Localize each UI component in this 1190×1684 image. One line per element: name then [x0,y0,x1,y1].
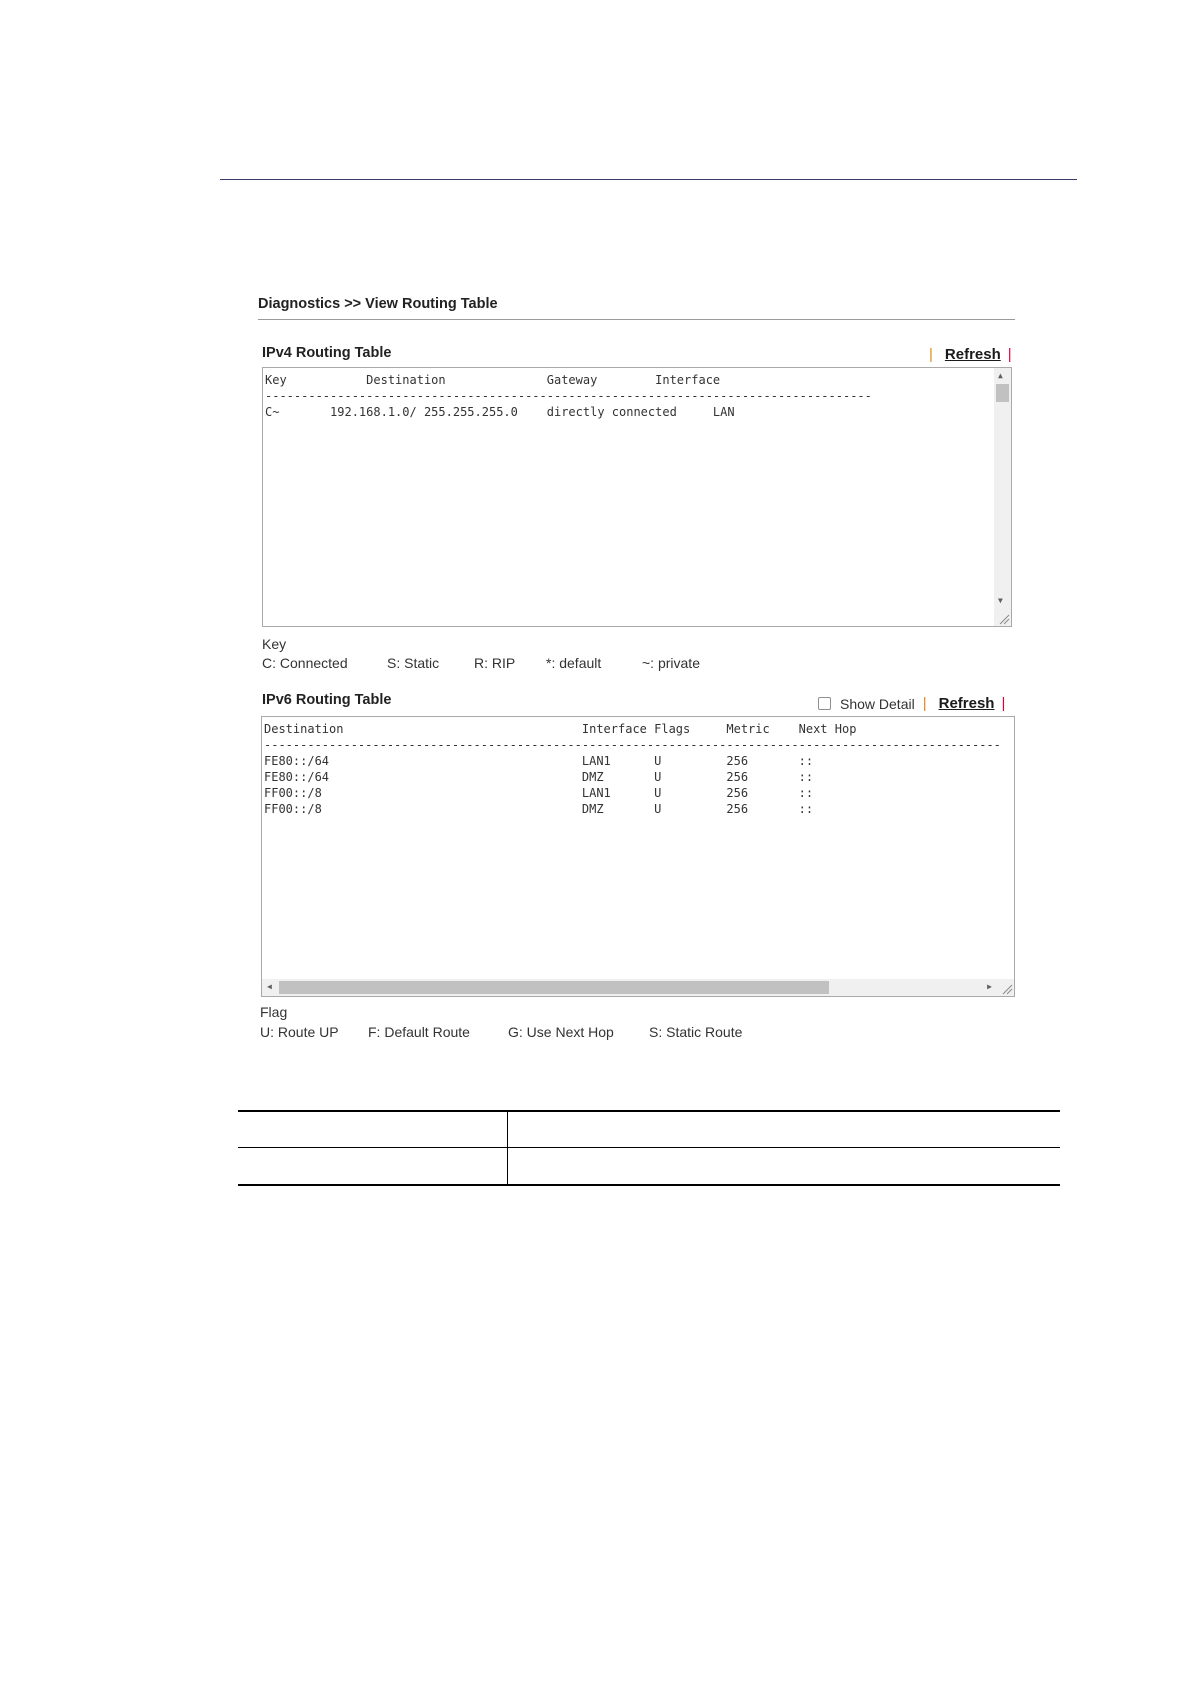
ipv4-scroll-thumb[interactable] [996,384,1009,402]
resize-grip-icon[interactable] [997,979,1014,996]
ipv6-pipe-right: | [1001,695,1006,712]
doc-table-bottom-rule [238,1184,1060,1186]
scroll-left-arrow-icon[interactable]: ◀ [267,982,272,991]
ipv4-key-rip: R: RIP [474,655,516,671]
ipv4-vertical-scrollbar[interactable] [994,368,1011,609]
ipv6-divider-line: ------------------------------------------------------------------------------------------------------ [264,738,1001,752]
scroll-up-arrow-icon[interactable]: ▲ [998,371,1003,380]
ipv4-pipe-left: | [929,346,933,363]
ipv4-divider-line: ------------------------------------------------------------------------------------ [265,389,872,403]
ipv4-key-default: *: default [546,655,602,671]
scroll-down-arrow-icon[interactable]: ▼ [998,596,1003,605]
ipv4-pipe-right: | [1007,346,1012,363]
doc-table-top-rule [238,1110,1060,1112]
breadcrumb: Diagnostics >> View Routing Table [258,296,498,312]
show-detail-label[interactable]: Show Detail [840,695,915,712]
ipv6-header-line: Destination Interface Flags Metric Next Hop [264,722,857,736]
scroll-right-arrow-icon[interactable]: ▶ [987,982,992,991]
ipv4-header-line: Key Destination Gateway Interface [265,373,721,387]
ipv6-refresh-link[interactable]: Refresh [938,695,995,712]
ipv6-scroll-thumb[interactable] [279,981,829,994]
ipv4-key-title: Key [262,636,287,652]
ipv4-key-connected: C: Connected [262,655,348,671]
show-detail-checkbox[interactable] [818,697,831,710]
ipv6-route-row: FF00::/8 DMZ U 256 :: [264,802,814,816]
ipv4-section-title: IPv4 Routing Table [262,345,392,361]
ipv6-section-title: IPv6 Routing Table [262,692,392,708]
ipv6-controls [818,695,1005,712]
ipv6-flag-route-up: U: Route UP [260,1024,339,1040]
ipv4-routing-textarea[interactable] [262,367,1012,627]
ipv6-routing-textarea[interactable] [261,716,1015,997]
doc-table-column-divider [507,1111,508,1185]
ipv4-refresh-group [929,346,1012,363]
ipv6-horizontal-scrollbar[interactable] [262,979,997,996]
ipv6-flag-next-hop: G: Use Next Hop [508,1024,614,1040]
ipv4-route-row: C~ 192.168.1.0/ 255.255.255.0 directly connected LAN [265,405,735,419]
breadcrumb-rule [258,319,1015,320]
ipv4-refresh-link[interactable]: Refresh [944,346,1001,363]
resize-grip-icon[interactable] [994,609,1011,626]
ipv6-route-row: FE80::/64 LAN1 U 256 :: [264,754,814,768]
ipv6-route-row: FE80::/64 DMZ U 256 :: [264,770,814,784]
ipv6-pipe-left: | [922,695,927,712]
ipv6-flag-static-route: S: Static Route [649,1024,743,1040]
ipv6-route-row: FF00::/8 LAN1 U 256 :: [264,786,814,800]
ipv6-flag-default-route: F: Default Route [368,1024,470,1040]
ipv6-flag-title: Flag [260,1004,288,1020]
doc-table-mid-rule [238,1147,1060,1148]
header-rule [220,179,1077,180]
ipv4-key-private: ~: private [642,655,700,671]
ipv4-key-static: S: Static [387,655,440,671]
